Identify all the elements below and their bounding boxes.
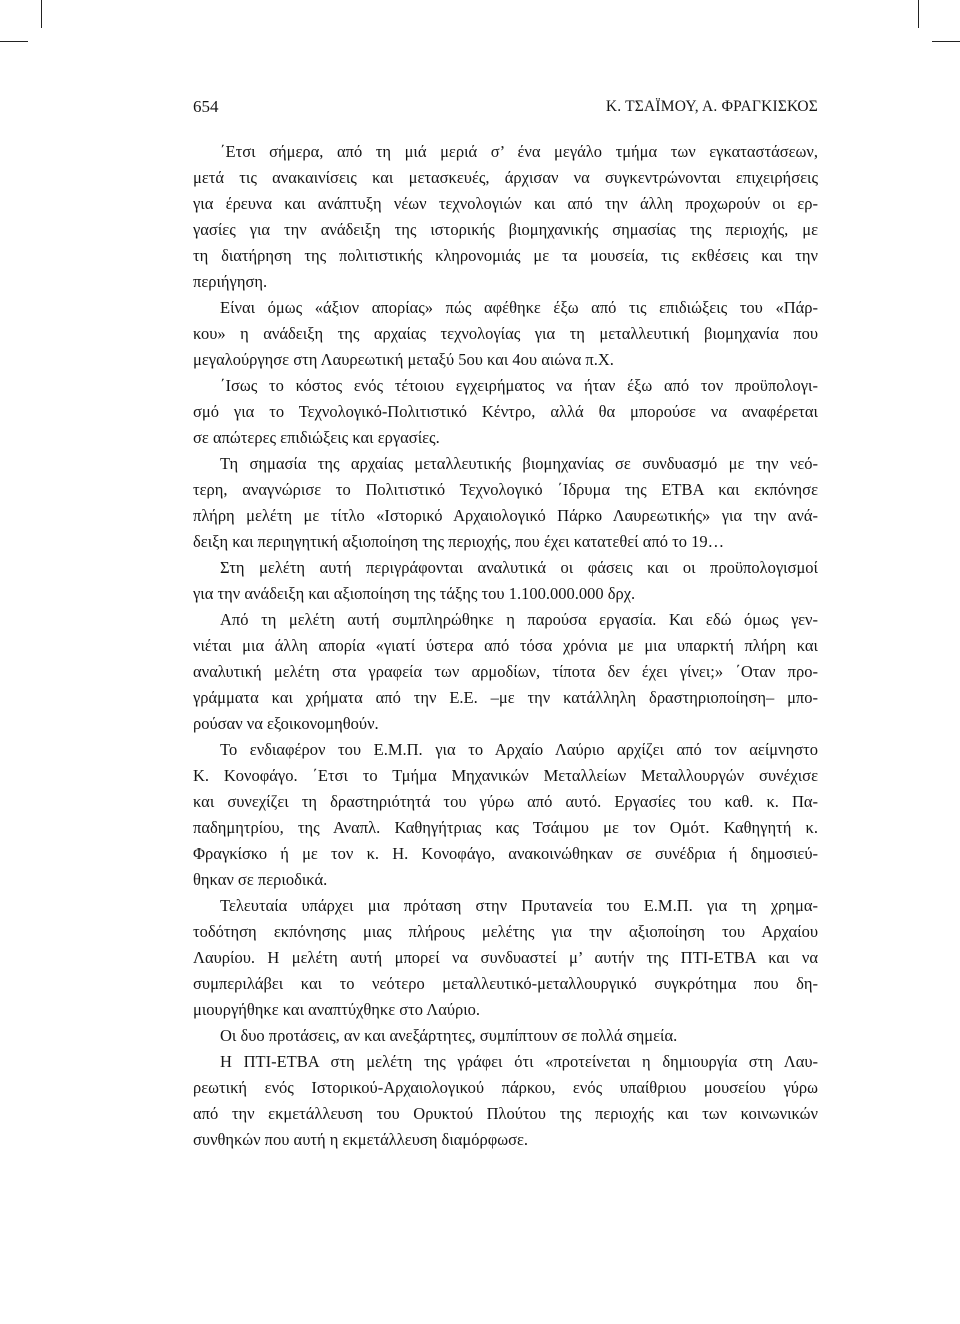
text-line: νιέται μια άλλη απορία «γιατί ύστερα από τόσα χρόνια με μια υπαρκτή πλήρη και bbox=[193, 636, 818, 655]
text-line: συνθηκών που αυτή η εκμετάλλευση διαμόρφωσε. bbox=[193, 1130, 529, 1149]
text-line: Από τη μελέτη αυτή συμπληρώθηκε η παρούσα εργασία. Και εδώ όμως γεν- bbox=[220, 610, 818, 629]
text-line: μιουργήθηκε και αναπτύχθηκε στο Λαύριο. bbox=[193, 1000, 481, 1019]
crop-mark bbox=[918, 0, 919, 28]
page-number: 654 bbox=[193, 97, 219, 116]
text-line: συμπεριλάβει και το νεότερο μεταλλευτικό-μεταλλουργικό συγκρότημα που δη- bbox=[193, 974, 818, 993]
text-line: ρούσαν να εξοικονομηθούν. bbox=[193, 714, 379, 733]
paragraph bbox=[193, 139, 818, 295]
text-line: Η ΠΤΙ-ΕΤΒΑ στη μελέτη της γράφει ότι «προτείνεται η δημιουργία στη Λαυ- bbox=[220, 1052, 818, 1071]
text-line: ΄Ισως το κόστος ενός τέτοιου εγχειρήματος να ήταν έξω από τον προϋπολογι- bbox=[220, 376, 818, 395]
running-head-authors: Κ. ΤΣΑΪΜΟΥ, Α. ΦΡΑΓΚΙΣΚΟΣ bbox=[605, 98, 818, 115]
text-column bbox=[193, 139, 818, 1153]
text-line: παδημητρίου, της Αναπλ. Καθηγήτριας κας Τσάιμου με τον Ομότ. Καθηγητή κ. bbox=[193, 818, 818, 837]
paragraph bbox=[193, 893, 818, 1023]
paragraph bbox=[193, 1023, 818, 1049]
paragraph bbox=[193, 607, 818, 737]
text-line: και συνεχίζει τη δραστηριότητά του γύρω από αυτό. Εργασίες του καθ. κ. Πα- bbox=[193, 792, 818, 811]
text-line: ρεωτική ενός Ιστορικού-Αρχαιολογικού πάρκου, ενός υπαίθριου μουσείου γύρω bbox=[193, 1078, 818, 1097]
text-line: κου» η ανάδειξη της αρχαίας τεχνολογίας για τη μεταλλευτική βιομηχανία που bbox=[193, 324, 818, 343]
text-line: μεγαλούργησε στη Λαυρεωτική μεταξύ 5ου και 4ου αιώνα π.Χ. bbox=[193, 350, 614, 369]
text-line: γράμματα και χρήματα από την Ε.Ε. –με την κατάλληλη δραστηριοποίηση– μπο- bbox=[193, 688, 818, 707]
paragraph bbox=[193, 373, 818, 451]
text-line: Στη μελέτη αυτή περιγράφονται αναλυτικά οι φάσεις και οι προϋπολογισμοί bbox=[220, 558, 818, 577]
paragraph bbox=[193, 451, 818, 555]
text-line: μετά τις ανακαινίσεις και μετασκευές, άρχισαν να συγκεντρώνονται επιχειρήσεις bbox=[193, 168, 818, 187]
text-line: πλήρη μελέτη με τίτλο «Ιστορικό Αρχαιολογικό Πάρκο Λαυρεωτικής» για την ανά- bbox=[193, 506, 818, 525]
text-line: τοδότηση εκπόνησης μιας πλήρους μελέτης για την αξιοποίηση του Αρχαίου bbox=[193, 922, 818, 941]
text-line: από την εκμετάλλευση του Ορυκτού Πλούτου της περιοχής και των κοινωνικών bbox=[193, 1104, 818, 1123]
text-line: για την ανάδειξη και αξιοποίηση της τάξης του 1.100.000.000 δρχ. bbox=[193, 584, 636, 603]
text-line: Οι δυο προτάσεις, αν και ανεξάρτητες, συμπίπτουν σε πολλά σημεία. bbox=[220, 1026, 678, 1045]
text-line: δειξη και περιηγητική αξιοποίηση της περιοχής, που έχει κατατεθεί από το 19… bbox=[193, 532, 725, 551]
text-line: ΄Ετσι σήμερα, από τη μιά μεριά σ’ ένα μεγάλο τμήμα των εγκαταστάσεων, bbox=[220, 142, 818, 161]
crop-mark bbox=[41, 0, 42, 28]
text-line: για έρευνα και ανάπτυξη νέων τεχνολογιών και από την άλλη προχωρούν οι ερ- bbox=[193, 194, 818, 213]
running-head bbox=[193, 94, 818, 120]
text-line: σμό για το Τεχνολογικό-Πολιτιστικό Κέντρο, αλλά θα μπορούσε να αναφέρεται bbox=[193, 402, 818, 421]
crop-mark bbox=[0, 41, 28, 42]
text-line: θηκαν σε περιοδικά. bbox=[193, 870, 328, 889]
paragraph bbox=[193, 737, 818, 893]
text-line: περιήγηση. bbox=[193, 272, 268, 291]
text-line: Τη σημασία της αρχαίας μεταλλευτικής βιομηχανίας σε συνδυασμό με την νεό- bbox=[220, 454, 818, 473]
text-line: Λαυρίου. Η μελέτη αυτή μπορεί να συνδυαστεί μ’ αυτήν της ΠΤΙ-ΕΤΒΑ και να bbox=[193, 948, 818, 967]
paragraph bbox=[193, 295, 818, 373]
text-line: σε απώτερες επιδιώξεις και εργασίες. bbox=[193, 428, 440, 447]
text-line: αναλυτική μελέτη στα γραφεία των αρμοδίων, τίποτα δεν έχει γίνει;» ΄Οταν προ- bbox=[193, 662, 818, 681]
paragraph bbox=[193, 1049, 818, 1153]
paragraph bbox=[193, 555, 818, 607]
crop-mark bbox=[932, 41, 960, 42]
text-line: Είναι όμως «άξιον απορίας» πώς αφέθηκε έξω από τις επιδιώξεις του «Πάρ- bbox=[220, 298, 818, 317]
text-line: Φραγκίσκο ή με τον κ. Η. Κονοφάγο, ανακοινώθηκαν σε συνέδρια ή δημοσιεύ- bbox=[193, 844, 818, 863]
text-line: τη διατήρηση της πολιτιστικής κληρονομιάς με τα μουσεία, τις εκθέσεις και την bbox=[193, 246, 818, 265]
text-line: Τελευταία υπάρχει μια πρόταση στην Πρυτανεία του Ε.Μ.Π. για τη χρημα- bbox=[220, 896, 818, 915]
text-line: Κ. Κονοφάγο. ΄Ετσι το Τμήμα Μηχανικών Μεταλλείων Μεταλλουργών συνέχισε bbox=[193, 766, 818, 785]
text-line: τερη, αναγνώρισε το Πολιτιστικό Τεχνολογικό ΄Ιδρυμα της ΕΤΒΑ και εκπόνησε bbox=[193, 480, 818, 499]
text-line: Το ενδιαφέρον του Ε.Μ.Π. για το Αρχαίο Λαύριο αρχίζει από τον αείμνηστο bbox=[220, 740, 818, 759]
text-line: γασίες για την ανάδειξη της ιστορικής βιομηχανικής σημασίας της περιοχής, με bbox=[193, 220, 818, 239]
